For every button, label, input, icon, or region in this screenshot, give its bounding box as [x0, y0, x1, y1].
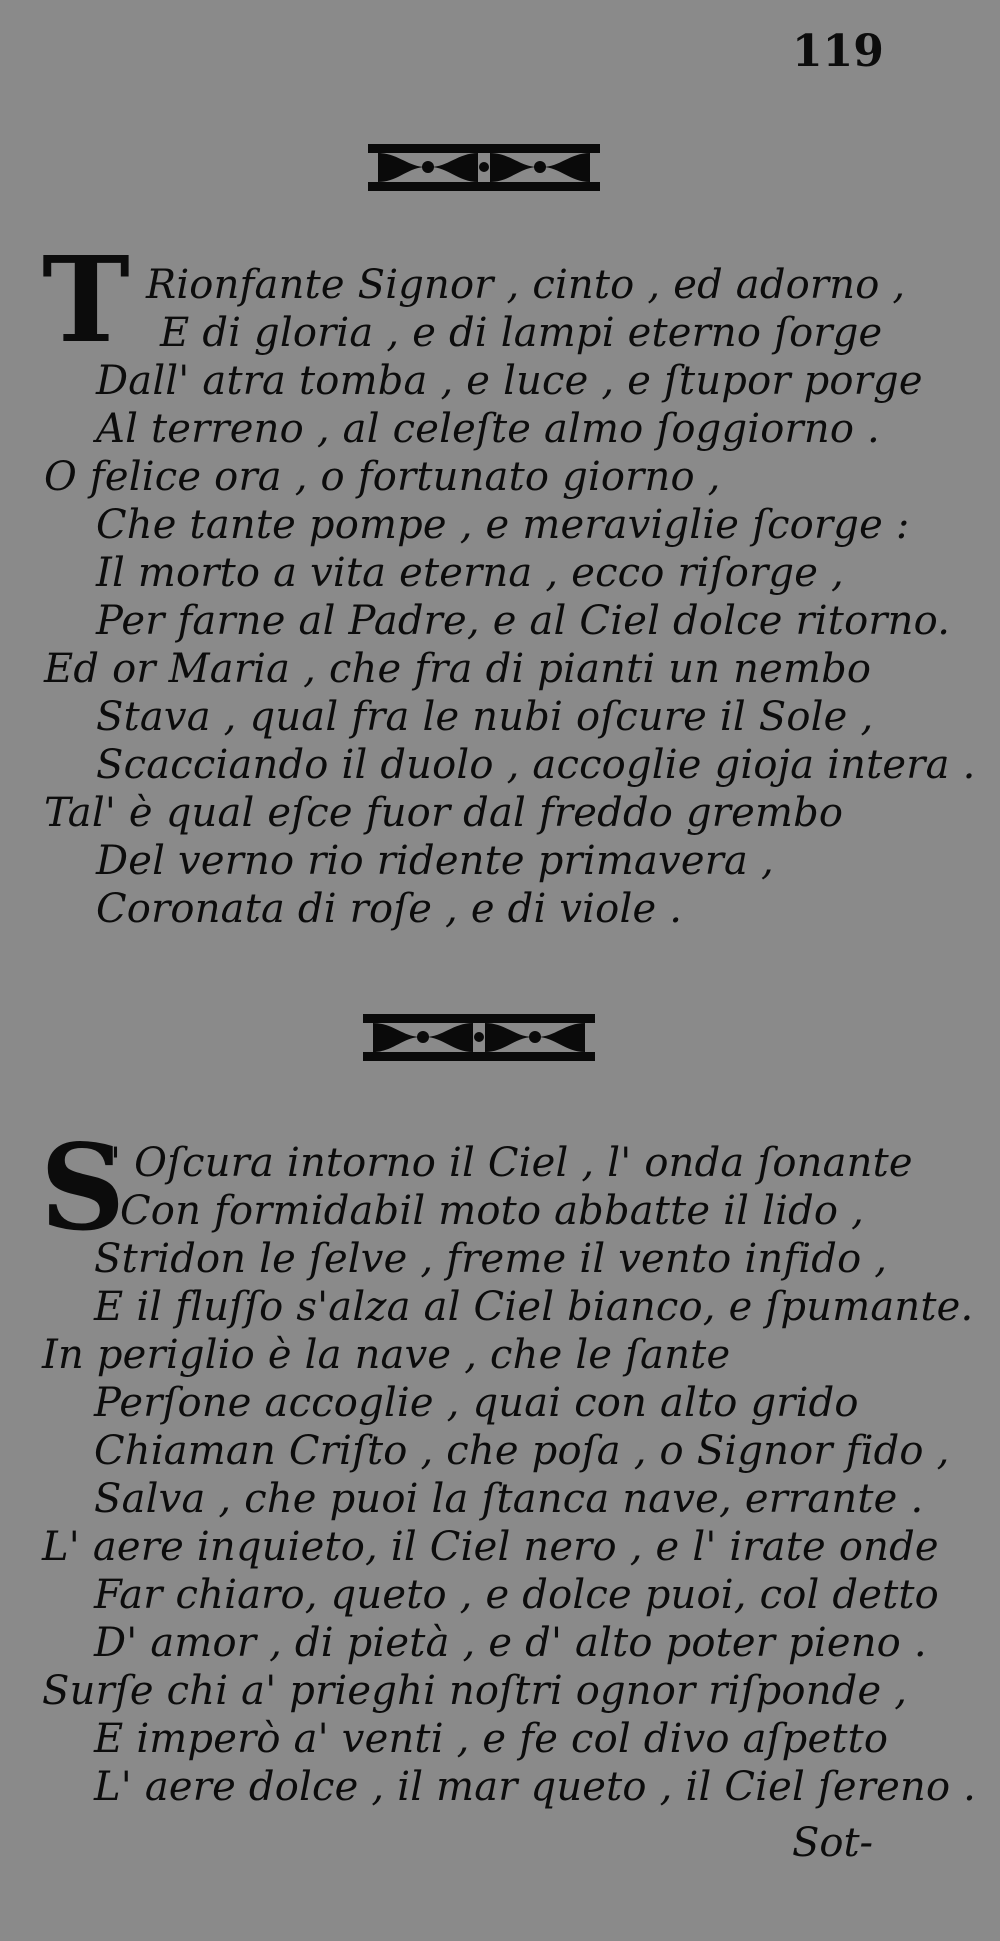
verse-line: E imperò a' venti , e fe col divo aſpetto: [94, 1716, 889, 1762]
drop-cap: T: [42, 230, 130, 369]
verse-line: Chiaman Criſto , che poſa , o Signor fido ,: [94, 1428, 950, 1474]
verse-line: Salva , che puoi la ſtanca nave, errante .: [94, 1476, 924, 1522]
verse-line: E di gloria , e di lampi eterno ſorge: [160, 310, 883, 356]
verse-line: D' amor , di pietà , e d' alto poter pieno .: [94, 1620, 927, 1666]
verse-line: Con formidabil moto abbatte il lido ,: [120, 1188, 864, 1234]
verse-line: L' aere inquieto, il Ciel nero , e l' irate onde: [42, 1524, 939, 1570]
verse-line: Che tante pompe , e meraviglie ſcorge :: [96, 502, 910, 548]
verse-line: Per farne al Padre, e al Ciel dolce ritorno.: [96, 598, 951, 644]
verse-line: Coronata di roſe , e di viole .: [96, 886, 683, 932]
verse-line: Stridon le ſelve , freme il vento infido ,: [94, 1236, 888, 1282]
verse-line: Perſone accoglie , quai con alto grido: [94, 1380, 859, 1426]
verse-line: Scacciando il duolo , accoglie gioja intera .: [96, 742, 976, 788]
drop-cap: S: [40, 1118, 126, 1257]
verse-line: Dall' atra tomba , e luce , e ſtupor porge: [96, 358, 923, 404]
verse-line: Rionfante Signor , cinto , ed adorno ,: [146, 262, 906, 308]
verse-line: Tal' è qual eſce fuor dal freddo grembo: [44, 790, 844, 836]
verse-line: Stava , qual fra le nubi oſcure il Sole ,: [96, 694, 874, 740]
verse-line: Far chiaro, queto , e dolce puoi, col detto: [94, 1572, 939, 1618]
verse-line: Surſe chi a' prieghi noſtri ognor riſponde ,: [42, 1668, 908, 1714]
verse-line: Al terreno , al celeſte almo ſoggiorno .: [96, 406, 880, 452]
ornament-middle: [360, 1010, 598, 1068]
verse-line: ' Oſcura intorno il Ciel , l' onda ſonante: [110, 1140, 913, 1186]
verse-line: Il morto a vita eterna , ecco riſorge ,: [96, 550, 844, 596]
verse-line: In periglio è la nave , che le ſante: [42, 1332, 731, 1378]
verse-line: L' aere dolce , il mar queto , il Ciel ſereno .: [94, 1764, 977, 1810]
verse-line: O felice ora , o fortunato giorno ,: [44, 454, 721, 500]
verse-line: Ed or Maria , che fra di pianti un nembo: [44, 646, 872, 692]
catchword: Sot-: [792, 1820, 874, 1866]
verse-line: E il fluſſo s'alza al Ciel bianco, e ſpumante.: [94, 1284, 974, 1330]
page-number: 119: [792, 26, 884, 77]
ornament-top: [368, 140, 600, 198]
verse-line: Del verno rio ridente primavera ,: [96, 838, 774, 884]
